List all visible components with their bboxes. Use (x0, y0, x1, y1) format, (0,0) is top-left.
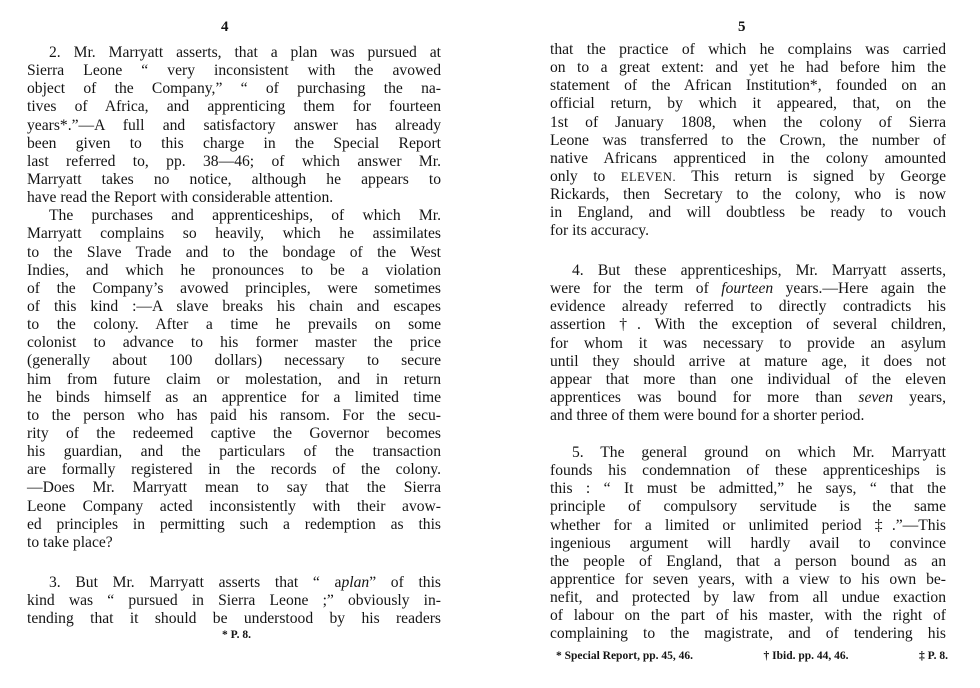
italic-text: plan (341, 574, 370, 591)
text-line (550, 389, 946, 407)
text-line: complaining to the magistrate, and of tendering his (550, 625, 946, 643)
text-line: principle of compulsory servitude is the same (550, 498, 946, 516)
small-caps-text: ELEVEN. (620, 169, 677, 184)
page-number: 4 (221, 19, 229, 35)
text-line: his guardian, and the particulars of the transaction (27, 443, 441, 461)
text-line: founds his condemnation of these apprenticeships is (550, 462, 946, 480)
italic-text: fourteen (721, 280, 774, 298)
text-segment: ” of this (369, 574, 441, 591)
paragraph-continued (550, 41, 946, 241)
text-line: for its accuracy. (550, 222, 649, 240)
text-line: of labour on the part of his master, with the right of (550, 607, 946, 625)
text-line: kind was “ pursued in Sierra Leone ;” obviously in- (27, 592, 441, 610)
text-segment: This return is signed by George (676, 167, 946, 185)
footnote: † Ibid. pp. 44, 46. (763, 650, 849, 662)
text-line: on to a great extent: and yet he had before him the (550, 59, 946, 77)
text-line: this : “ It must be admitted,” he says, “ that the (550, 480, 946, 498)
text-line: evidence already referred to directly contradicts his (550, 298, 946, 316)
text-line: Indies, and which he pronounces to be a violation (27, 261, 441, 279)
text-segment: apprentices was bound for more than (550, 388, 859, 406)
text-line (550, 168, 946, 186)
text-line: of the Company’s avowed principles, were sometimes (27, 279, 441, 297)
footnotes (556, 650, 948, 662)
text-segment: years, (893, 388, 946, 406)
text-line: 4. But these apprenticeships, Mr. Marryatt asserts, (572, 262, 946, 279)
text-line: assertion †. With the exception of several children, (550, 316, 946, 334)
paragraph-4 (550, 262, 946, 425)
text-line: the people of England, that a person bound as an (550, 552, 946, 570)
text-line: years*.”—A full and satisfactory answer has already (27, 116, 441, 134)
text-line: until they should arrive at mature age, it does not (550, 352, 946, 370)
footnote: ‡ P. 8. (919, 650, 948, 662)
text-line: have read the Report with considerable attention. (27, 189, 334, 207)
text-line: Rickards, then Secretary to the colony, who is now (550, 186, 946, 204)
text-line: last referred to, pp. 38—46; of which answer Mr. (27, 152, 441, 170)
text-line: nefit, and protected by law from all undue exaction (550, 589, 946, 607)
footnote: * Special Report, pp. 45, 46. (556, 650, 694, 662)
text-line: colonist to advance to his former master the price (27, 334, 441, 352)
text-line: he binds himself as an apprentice for a limited time (27, 388, 441, 406)
paragraph-3 (27, 574, 441, 628)
text-line: for whom it was necessary to provide an asylum (550, 334, 946, 352)
text-line: to take place? (27, 533, 113, 551)
text-line: ed principles in permitting such a redemption as this (27, 515, 441, 533)
paragraph-2 (27, 44, 441, 552)
footnote: * P. 8. (222, 629, 251, 641)
text-line (550, 280, 946, 298)
text-segment: were for the term of (550, 280, 722, 298)
text-line: and three of them were bound for a shorter period. (550, 407, 865, 425)
text-line: been given to this charge in the Special Report (27, 134, 441, 152)
text-line: official return, by which it appeared, that, on the (550, 95, 946, 113)
text-line: object of the Company,” “ of purchasing the na- (27, 80, 441, 98)
text-segment: 3. But Mr. Marryatt asserts that “ a (49, 574, 342, 591)
text-line: in England, and will doubtless be ready to vouch (550, 204, 946, 222)
paragraph-5 (550, 444, 946, 644)
text-line: Leone was transferred to the Crown, the number of (550, 131, 946, 149)
text-line: 2. Mr. Marryatt asserts, that a plan was pursued at (49, 44, 441, 61)
text-line: ingenious argument will hardly avail to convince (550, 534, 946, 552)
text-line: tending that it should be understood by his readers (27, 610, 441, 628)
text-line: —Does Mr. Marryatt mean to say that the Sierra (27, 479, 441, 497)
text-line: tives of Africa, and apprenticing them for fourteen (27, 98, 441, 116)
text-line: are formally registered in the records of the colony. (27, 461, 441, 479)
text-segment: years.—Here again the (773, 280, 946, 298)
page-number: 5 (738, 19, 746, 35)
text-line: Sierra Leone “ very inconsistent with the avowed (27, 62, 441, 80)
text-line: of this kind :—A slave breaks his chain and escapes (27, 297, 441, 315)
text-line (27, 574, 441, 592)
text-line: apprentice for seven years, with a view to his own be- (550, 570, 946, 588)
text-line: 5. The general ground on which Mr. Marryatt (572, 444, 946, 461)
text-line: that the practice of which he complains was carried (550, 41, 946, 58)
text-line: whether for a limited or unlimited period ‡.”—This (550, 516, 946, 534)
text-line: to the colony. After a time he prevails on some (27, 316, 441, 334)
text-line: The purchases and apprenticeships, of which Mr. (49, 207, 441, 225)
text-line: him from future claim or molestation, and in return (27, 370, 441, 388)
right-page (490, 0, 980, 688)
text-line: Marryatt complains so heavily, which he assimilates (27, 225, 441, 243)
text-line: statement of the African Institution*, founded on an (550, 77, 946, 95)
text-line: native Africans apprenticed in the colony amounted (550, 149, 946, 167)
text-line: to the person who has paid his ransom. For the secu- (27, 406, 441, 424)
italic-text: seven (858, 388, 894, 406)
text-line: Marryatt takes no notice, although he appears to (27, 170, 441, 188)
text-line: rity of the redeemed captive the Governor becomes (27, 424, 441, 442)
text-segment: only to (550, 167, 621, 185)
text-line: 1st of January 1808, when the colony of Sierra (550, 113, 946, 131)
text-line: appear that more than one individual of the eleven (550, 370, 946, 388)
text-line: Leone Company acted inconsistently with their avow- (27, 497, 441, 515)
text-line: to the Slave Trade and to the bondage of the West (27, 243, 441, 261)
text-line: (generally about 100 dollars) necessary to secure (27, 352, 441, 370)
